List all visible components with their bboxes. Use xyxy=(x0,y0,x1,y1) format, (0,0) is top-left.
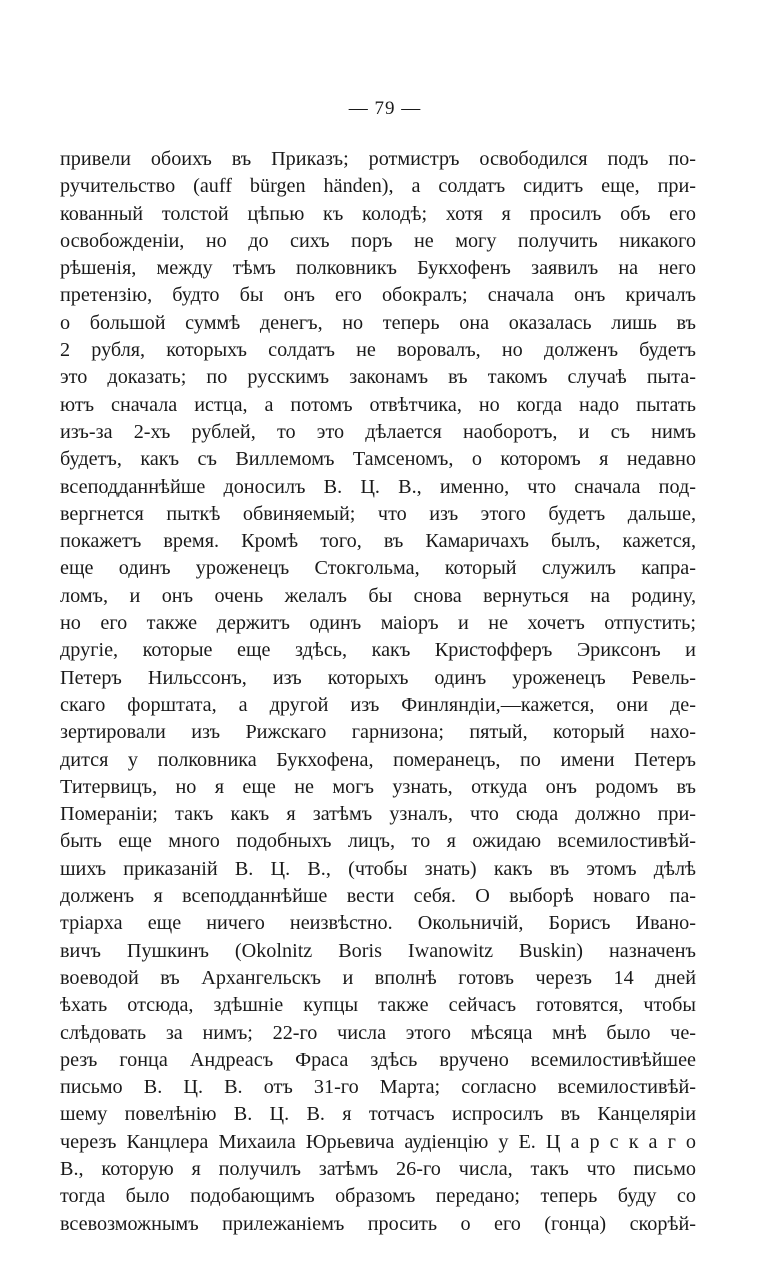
text-line: всевозможнымъ прилежаніемъ просить о его (гонца) скорѣй- xyxy=(60,1212,696,1235)
text-line: освобожденіи, но до сихъ поръ не могу получить никакого xyxy=(60,229,696,252)
text-line: привели обоихъ въ Приказъ; ротмистръ освободился подъ по- xyxy=(60,148,696,170)
text-line: шему повелѣнію В. Ц. В. я тотчасъ испросилъ въ Канцеляріи xyxy=(60,1103,696,1126)
text-line: вергнется пыткѣ обвиняемый; что изъ этого будетъ дальше, xyxy=(60,502,696,525)
text-line: долженъ я всеподданнѣйше вести себя. О выборѣ новаго па- xyxy=(60,885,696,908)
text-line: о большой суммѣ денегъ, но теперь она оказалась лишь въ xyxy=(60,311,696,334)
text-line: Помераніи; такъ какъ я затѣмъ узналъ, что сюда должно при- xyxy=(60,803,696,826)
text-line: это доказать; по русскимъ законамъ въ такомъ случаѣ пыта- xyxy=(60,366,696,389)
text-line: ѣхать отсюда, здѣшніе купцы также сейчасъ готовятся, чтобы xyxy=(60,994,696,1017)
text-line: зертировали изъ Рижскаго гарнизона; пятый, который нахо- xyxy=(60,721,696,744)
text-line: письмо В. Ц. В. отъ 31-го Марта; согласно всемилостивѣй- xyxy=(60,1076,696,1099)
text-line: другіе, которые еще здѣсь, какъ Кристофферъ Эриксонъ и xyxy=(60,639,696,662)
text-line: воеводой въ Архангельскъ и вполнѣ готовъ черезъ 14 дней xyxy=(60,966,696,989)
text-line: покажетъ время. Кромѣ того, въ Камаричахъ былъ, кажется, xyxy=(60,530,696,553)
text-line: кованный толстой цѣпью къ колодѣ; хотя я просилъ объ его xyxy=(60,202,696,225)
body-text xyxy=(60,146,696,1238)
text-line: резъ гонца Андреасъ Фраса здѣсь вручено всемилостивѣйшее xyxy=(60,1048,696,1071)
text-line: черезъ Канцлера Михаила Юрьевича аудіенцію у Е. Ц а р с к а г о xyxy=(60,1130,696,1153)
text-line: вичъ Пушкинъ (Okolnitz Boris Iwanowitz Buskin) назначенъ xyxy=(60,939,696,962)
text-line: тогда было подобающимъ образомъ передано; теперь буду со xyxy=(60,1185,696,1208)
text-line: ручительство (auff bürgen händen), а солдатъ сидитъ еще, при- xyxy=(60,175,696,198)
text-line: будетъ, какъ съ Виллемомъ Тамсеномъ, о которомъ я недавно xyxy=(60,448,696,471)
text-line: претензію, будто бы онъ его обокралъ; сначала онъ кричалъ xyxy=(60,284,696,307)
text-line: изъ-за 2-хъ рублей, то это дѣлается наоборотъ, и съ нимъ xyxy=(60,420,696,443)
text-line: ломъ, и онъ очень желалъ бы снова вернуться на родину, xyxy=(60,584,696,607)
text-line: дится у полковника Букхофена, померанецъ, по имени Петеръ xyxy=(60,748,696,771)
text-line: шихъ приказаній В. Ц. В., (чтобы знать) какъ въ этомъ дѣлѣ xyxy=(60,857,696,880)
text-line: Петеръ Нильссонъ, изъ которыхъ одинъ уроженецъ Ревель- xyxy=(60,666,696,689)
text-line: В., которую я получилъ затѣмъ 26-го числа, такъ что письмо xyxy=(60,1157,696,1180)
text-line: тріарха еще ничего неизвѣстно. Окольничій, Борисъ Ивано- xyxy=(60,912,696,935)
text-line: 2 рубля, которыхъ солдатъ не воровалъ, но долженъ будетъ xyxy=(60,339,696,362)
text-line: Титервицъ, но я еще не могъ узнать, откуда онъ родомъ въ xyxy=(60,775,696,798)
text-line: слѣдовать за нимъ; 22-го числа этого мѣсяца мнѣ было че- xyxy=(60,1021,696,1044)
text-line: быть еще много подобныхъ лицъ, то я ожидаю всемилостивѣй- xyxy=(60,830,696,853)
text-line: всеподданнѣйше доносилъ В. Ц. В., именно, что сначала под- xyxy=(60,475,696,498)
text-line: ютъ сначала истца, а потомъ отвѣтчика, но когда надо пытать xyxy=(60,393,696,416)
page-number: — 79 — xyxy=(348,98,422,119)
text-line: скаго форштата, а другой изъ Финляндіи,—кажется, они де- xyxy=(60,693,696,716)
text-line: еще одинъ уроженецъ Стокгольма, который служилъ капра- xyxy=(60,557,696,580)
text-line: рѣшенія, между тѣмъ полковникъ Букхофенъ заявилъ на него xyxy=(60,257,696,280)
text-line: но его также держитъ одинъ маіоръ и не хочетъ отпустить; xyxy=(60,612,696,635)
